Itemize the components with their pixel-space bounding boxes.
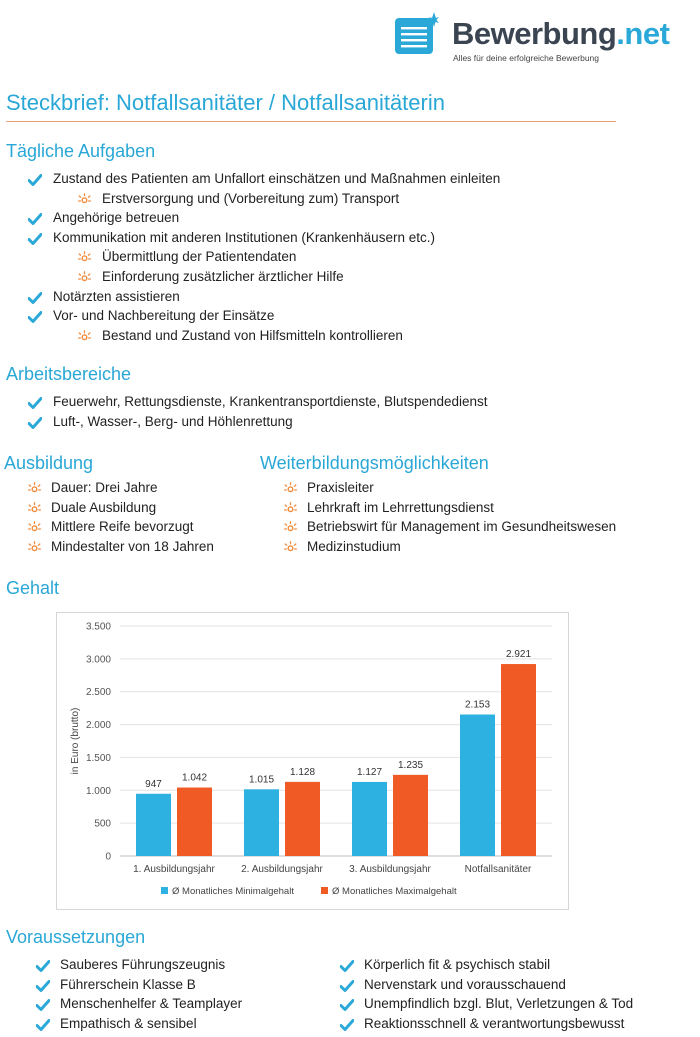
bar-max: [393, 775, 428, 856]
further-training-item: [284, 498, 616, 518]
bar-value-label: 1.127: [356, 766, 383, 778]
task-item-text: Angehörige betreuen: [53, 210, 180, 226]
task-item: [28, 326, 500, 346]
requirement-item: [36, 975, 242, 995]
y-tick-label: 3.000: [85, 654, 111, 666]
training-item: [28, 498, 214, 518]
task-item: [28, 306, 500, 326]
task-item: [28, 287, 500, 307]
section-heading-aufgaben: Tägliche Aufgaben: [6, 141, 156, 161]
bar-value-label: 947: [145, 778, 162, 790]
further-training-item-text: Medizinstudium: [307, 538, 401, 554]
requirement-item: [340, 994, 633, 1014]
work-area-item-text: Feuerwehr, Rettungsdienste, Krankentransportdienste, Blutspendedienst: [53, 394, 488, 409]
y-tick-label: 0: [105, 851, 111, 863]
task-item-text: Übermittlung der Patientendaten: [102, 249, 297, 265]
logo-document-icon: [394, 12, 439, 55]
work-area-item: [28, 412, 488, 432]
task-item-text: Vor- und Nachbereitung der Einsätze: [53, 308, 275, 324]
checkmark-icon: [36, 1017, 50, 1037]
bar-value-label: 1.235: [397, 759, 424, 771]
further-training-item-text: Praxisleiter: [307, 480, 374, 495]
y-tick-label: 1.000: [85, 785, 111, 797]
further-training-item: [284, 537, 616, 557]
legend-swatch-min: [161, 887, 168, 894]
salary-chart-svg: [57, 613, 568, 909]
bar-value-label: 2.921: [505, 649, 532, 661]
further-training-item: [284, 517, 616, 537]
further-training-item-text: Lehrkraft im Lehrrettungsdienst: [307, 499, 494, 515]
bar-min: [136, 794, 171, 856]
task-item-text: Notärzten assistieren: [53, 288, 180, 304]
page-title: Steckbrief: Notfallsanitäter / Notfallsanitäterin: [6, 90, 445, 115]
y-tick-label: 2.000: [85, 720, 111, 732]
section-heading-gehalt: Gehalt: [6, 578, 60, 598]
requirement-item: [36, 1014, 242, 1034]
requirement-item-text: Sauberes Führungszeugnis: [60, 957, 226, 972]
requirement-item: [36, 994, 242, 1014]
requirement-item-text: Reaktionsschnell & verantwortungsbewusst: [364, 1015, 625, 1031]
task-item-text: Erstversorgung und (Vorbereitung zum) Transport: [102, 190, 400, 206]
legend-swatch-max: [321, 887, 328, 894]
logo-tagline: Alles für deine erfolgreiche Bewerbung: [453, 53, 600, 63]
bar-min: [352, 782, 387, 856]
bewerbung-logo[interactable]: [394, 2, 694, 66]
requirement-item-text: Empathisch & sensibel: [60, 1015, 197, 1031]
ausbildung-list: [28, 478, 214, 556]
title-divider: [6, 121, 616, 122]
training-item: [28, 478, 214, 498]
task-item: [28, 189, 500, 209]
task-item: [28, 247, 500, 267]
requirement-item: [340, 955, 633, 975]
logo-tld: .net: [616, 16, 670, 51]
section-heading-weiterbildung: Weiterbildungsmöglichkeiten: [260, 453, 489, 473]
requirement-item-text: Führerschein Klasse B: [60, 976, 196, 992]
bar-value-label: 1.042: [181, 772, 208, 784]
task-item: [28, 267, 500, 287]
bar-max: [501, 664, 536, 856]
section-heading-arbeitsbereiche: Arbeitsbereiche: [6, 364, 132, 384]
requirement-item: [36, 955, 242, 975]
training-item: [28, 537, 214, 557]
y-axis-title: in Euro (brutto): [70, 707, 81, 775]
checkmark-icon: [28, 415, 42, 435]
task-item: [28, 228, 500, 248]
requirement-item-text: Unempfindlich bzgl. Blut, Verletzungen & Tod: [364, 996, 634, 1012]
work-area-item-text: Luft-, Wasser-, Berg- und Höhlenrettung: [53, 413, 293, 429]
task-item: [28, 208, 500, 228]
logo-brand: Bewerbung: [452, 16, 617, 51]
x-tick-label: Notfallsanitäter: [464, 864, 532, 875]
training-item-text: Duale Ausbildung: [51, 499, 157, 515]
training-item-text: Dauer: Drei Jahre: [51, 480, 158, 495]
bar-max: [177, 788, 212, 856]
voraussetzungen-right-list: [340, 955, 633, 1033]
checkmark-icon: [340, 1017, 354, 1037]
training-item-text: Mittlere Reife bevorzugt: [51, 519, 194, 535]
x-tick-label: 3. Ausbildungsjahr: [349, 864, 431, 875]
logo-wordmark: [452, 16, 669, 52]
task-item: [28, 169, 500, 189]
task-item-text: Bestand und Zustand von Hilfsmitteln kontrollieren: [102, 327, 403, 343]
training-item: [28, 517, 214, 537]
legend-label-min: Ø Monatliches Minimalgehalt: [172, 886, 294, 897]
requirement-item: [340, 1014, 633, 1034]
task-item-text: Einforderung zusätzlicher ärztlicher Hilfe: [102, 268, 344, 284]
arbeitsbereiche-list: [28, 392, 488, 431]
bar-value-label: 1.128: [289, 766, 316, 778]
requirement-item-text: Nervenstark und vorausschauend: [364, 976, 566, 992]
weiterbildung-list: [284, 478, 616, 556]
sun-bullet-icon: [78, 329, 91, 349]
legend-label-max: Ø Monatliches Maximalgehalt: [332, 886, 457, 897]
bar-value-label: 1.015: [248, 774, 275, 786]
aufgaben-list: [28, 169, 500, 345]
y-tick-label: 3.500: [85, 621, 111, 633]
sun-bullet-icon: [284, 540, 297, 560]
requirement-item-text: Körperlich fit & psychisch stabil: [364, 957, 551, 972]
section-heading-ausbildung: Ausbildung: [4, 453, 94, 473]
x-tick-label: 1. Ausbildungsjahr: [133, 864, 215, 875]
bar-value-label: 2.153: [464, 699, 491, 711]
task-item-text: Kommunikation mit anderen Institutionen (Krankenhäusern etc.): [53, 229, 435, 245]
sun-bullet-icon: [28, 540, 41, 560]
requirement-item: [340, 975, 633, 995]
section-heading-voraussetzungen: Voraussetzungen: [6, 927, 146, 947]
training-item-text: Mindestalter von 18 Jahren: [51, 538, 214, 554]
bar-max: [285, 782, 320, 856]
y-tick-label: 1.500: [85, 752, 111, 764]
requirement-item-text: Menschenhelfer & Teamplayer: [60, 996, 243, 1012]
y-tick-label: 500: [94, 818, 111, 830]
bar-min: [460, 715, 495, 856]
further-training-item: [284, 478, 616, 498]
y-tick-label: 2.500: [85, 687, 111, 699]
task-item-text: Zustand des Patienten am Unfallort einschätzen und Maßnahmen einleiten: [53, 171, 501, 186]
work-area-item: [28, 392, 488, 412]
x-tick-label: 2. Ausbildungsjahr: [241, 864, 323, 875]
voraussetzungen-left-list: [36, 955, 242, 1033]
further-training-item-text: Betriebswirt für Management im Gesundheitswesen: [307, 519, 617, 535]
bar-min: [244, 789, 279, 856]
salary-chart: [56, 612, 569, 910]
